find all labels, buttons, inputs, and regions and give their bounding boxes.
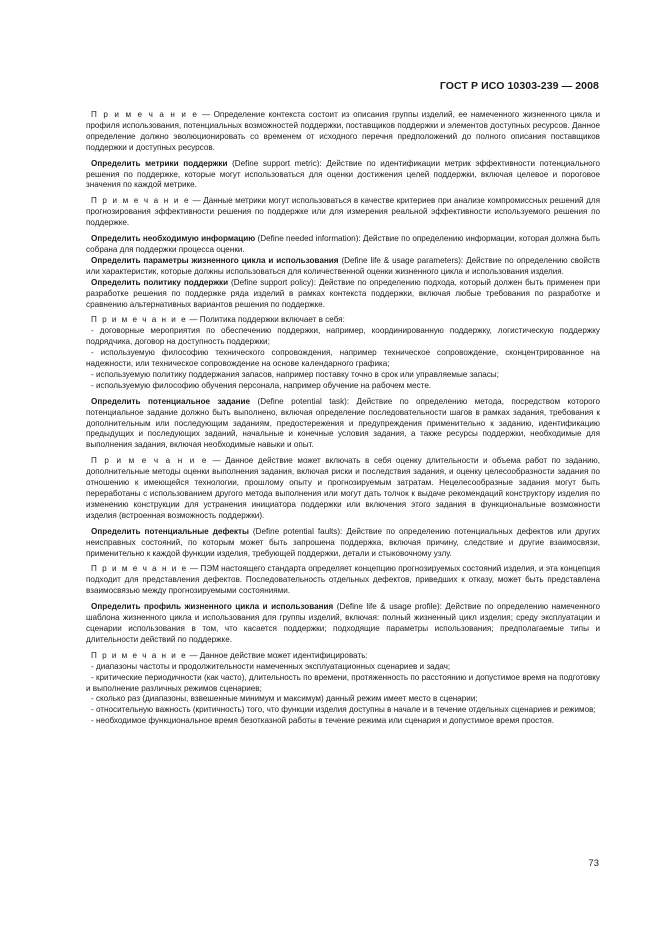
note-label: П р и м е ч а н и е [91,650,188,660]
definition-paragraph [86,256,600,278]
paragraph-text: — Политика поддержки включает в себя: [187,315,345,325]
list-item: - диапазоны частоты и продолжительности намеченных эксплуатационных сценариев и задач; [91,661,451,671]
note-label: П р и м е ч а н и е [91,110,199,119]
note-paragraph [86,651,600,662]
note-paragraph [86,564,600,597]
list-item: - используемую философию технического сопровождения, например техническое сопровождение, сконцентрированное на надежности, или техническое сопровождение на основе календарного графика; [86,348,600,369]
paragraph-text: (Define support metric): Действие по идентификации метрик эффективности потенциального решения по поддержке, которые могут использоваться для оценки достижения целей поддержки, включая целевое и пороговое значения по каждой метрике. [86,158,600,190]
definition-term: Определить параметры жизненного цикла и использования [91,255,339,265]
note-label: П р и м е ч а н и е [91,564,188,574]
paragraph-text: — Данные метрики могут использоваться в качестве критериев при анализе компромиссных решений для прогнозирования эффективности решения по поддержке или для измерения реальной эффективности используемого решения по поддержке. [86,196,600,228]
paragraph-text: (Define life & usage profile): Действие по определению намеченного шаблона жизненного цикла и использования для группы изделий, включая: полный жизненный цикл изделия; среду эксплуатации и сценарии использования в том, что касается поддержки; подходящие параметры использования; предполагаемые типы и длительности действий по поддержке. [86,602,601,644]
note-label: П р и м е ч а н и е [91,315,188,325]
definition-term: Определить потенциальное задание [91,396,251,406]
list-item: - относительную важность (критичность) того, что функции изделия доступны в начале и в течение отдельных сценариев и режимов; [91,705,596,715]
definition-term: Определить необходимую информацию [91,234,256,244]
list-item: - используемую философию обучения персонала, например обучение на рабочем месте. [91,380,432,390]
definition-term: Определить потенциальные дефекты [91,526,249,536]
paragraph-text: — Данное действие может идентифицировать: [187,650,368,660]
paragraph-text: (Define potential faults): Действие по определению потенциальных дефектов или других неисправных состояний, по которым может быть запрошена поддержка, включая причину, следствие и другие взаимосвязи, применительно к каждой функции изделия, требующей поддержки, детали и стыковочному узлу. [86,526,600,558]
note-paragraph [86,315,600,326]
list-item: - критические периодичности (как часто), длительность по времени, протяженность по расстоянию и допустимое время на подготовку и выполнение различных режимов сценариев; [86,672,600,693]
definition-paragraph [86,234,600,256]
definition-paragraph [86,397,600,452]
page-number: 73 [588,858,599,869]
note-label: П р и м е ч а н и е [91,196,190,206]
definition-term: Определить профиль жизненного цикла и использования [91,602,334,612]
document-header: ГОСТ Р ИСО 10303-239 — 2008 [439,80,599,92]
list-item: - необходимое функциональное время безотказной работы в течение режима или сценария и допустимое время простоя. [91,716,555,726]
definition-paragraph [86,527,600,560]
paragraph-text: — Данное действие может включать в себя оценку длительности и объема работ по заданию, дополнительные методы оценки выполнения задания, включая риски и последствия задания, и оценку целесообразности задания по отношению к имеющейся технологии, прошлому опыту и прогнозируемым затратам. Нецелесообразные задания могут быть переработаны с использованием другого метода выполнения или могут дать толчок к выдаче рекомендаций конструктору изделия по изменению конструкции для устранения инициатора поддержки или включения этого задания в функциональные возможности изделия (встроенная возможность поддержки). [86,456,600,520]
note-paragraph [86,110,600,154]
definition-term: Определить метрики поддержки [91,158,228,168]
definition-paragraph [86,159,600,192]
note-label: П р и м е ч а н и е [91,456,208,466]
note-paragraph [86,456,600,521]
paragraph-text: — ПЭМ настоящего стандарта определяет концепцию прогнозируемых состояний изделия, и эта концепция подходит для представления дефектов. Последовательность отдельных дефектов, приведших к отказу, может быть представлена взаимосвязью между прогнозируемыми состояниями. [86,564,600,596]
list-item: - договорные мероприятия по обеспечению поддержки, например, координированную поддержку, логистическую поддержку подрядчика, договор на доступность поддержки; [86,326,600,347]
list-item: - сколько раз (диапазоны, взвешенные минимум и максимум) данный режим имеет место в сценарии; [91,694,478,704]
note-paragraph [86,196,600,229]
paragraph-text: (Define life & usage parameters): Действие по определению свойств или характеристик, которые должны использоваться для количественной оценки жизненного цикла и использования изделия. [86,255,600,276]
paragraph-text: (Define needed information): Действие по определению информации, которая должна быть собрана для поддержки процесса оценки. [86,234,600,254]
paragraph-text: (Define potential task): Действие по определению метода, посредством которого потенциальное задание должно быть выполнено, включая определение последовательности шагов в рамках задания, требования к дополнительным или последующим заданиям, предостережения и предупреждения применительно к заданию, идентификацию предыдущих и последующих заданий, начальные и конечные условия задания, а также ресурсы поддержки, необходимые для выполнения задания, включая необходимые навыки и опыт. [86,396,600,450]
definition-paragraph [86,278,600,311]
definition-paragraph [86,602,600,646]
list-item: - используемую политику поддержания запасов, например поставку точно в срок или управляемые запасы; [91,369,499,379]
paragraph-text: — Определение контекста состоит из описания группы изделий, ее намеченного жизненного цикла и профиля использования, потенциальных возможностей поддержки, поставщиков поддержки и элементов доступных ресурсов. Данное определение должно эволюционировать со временем от исходного перечня предположений до полного описания поставщиков поддержки и доступных ресурсов. [86,110,600,152]
page-body [86,110,600,727]
paragraph-text: (Define support policy): Действие по определению подхода, который должен быть применен при разработке решения по поддержке ряда изделий в рамках контекста поддержки, включая любые требования по разработке и сравнению альтернативных вариантов решения по поддержке. [86,277,600,309]
definition-term: Определить политику поддержки [91,277,229,287]
